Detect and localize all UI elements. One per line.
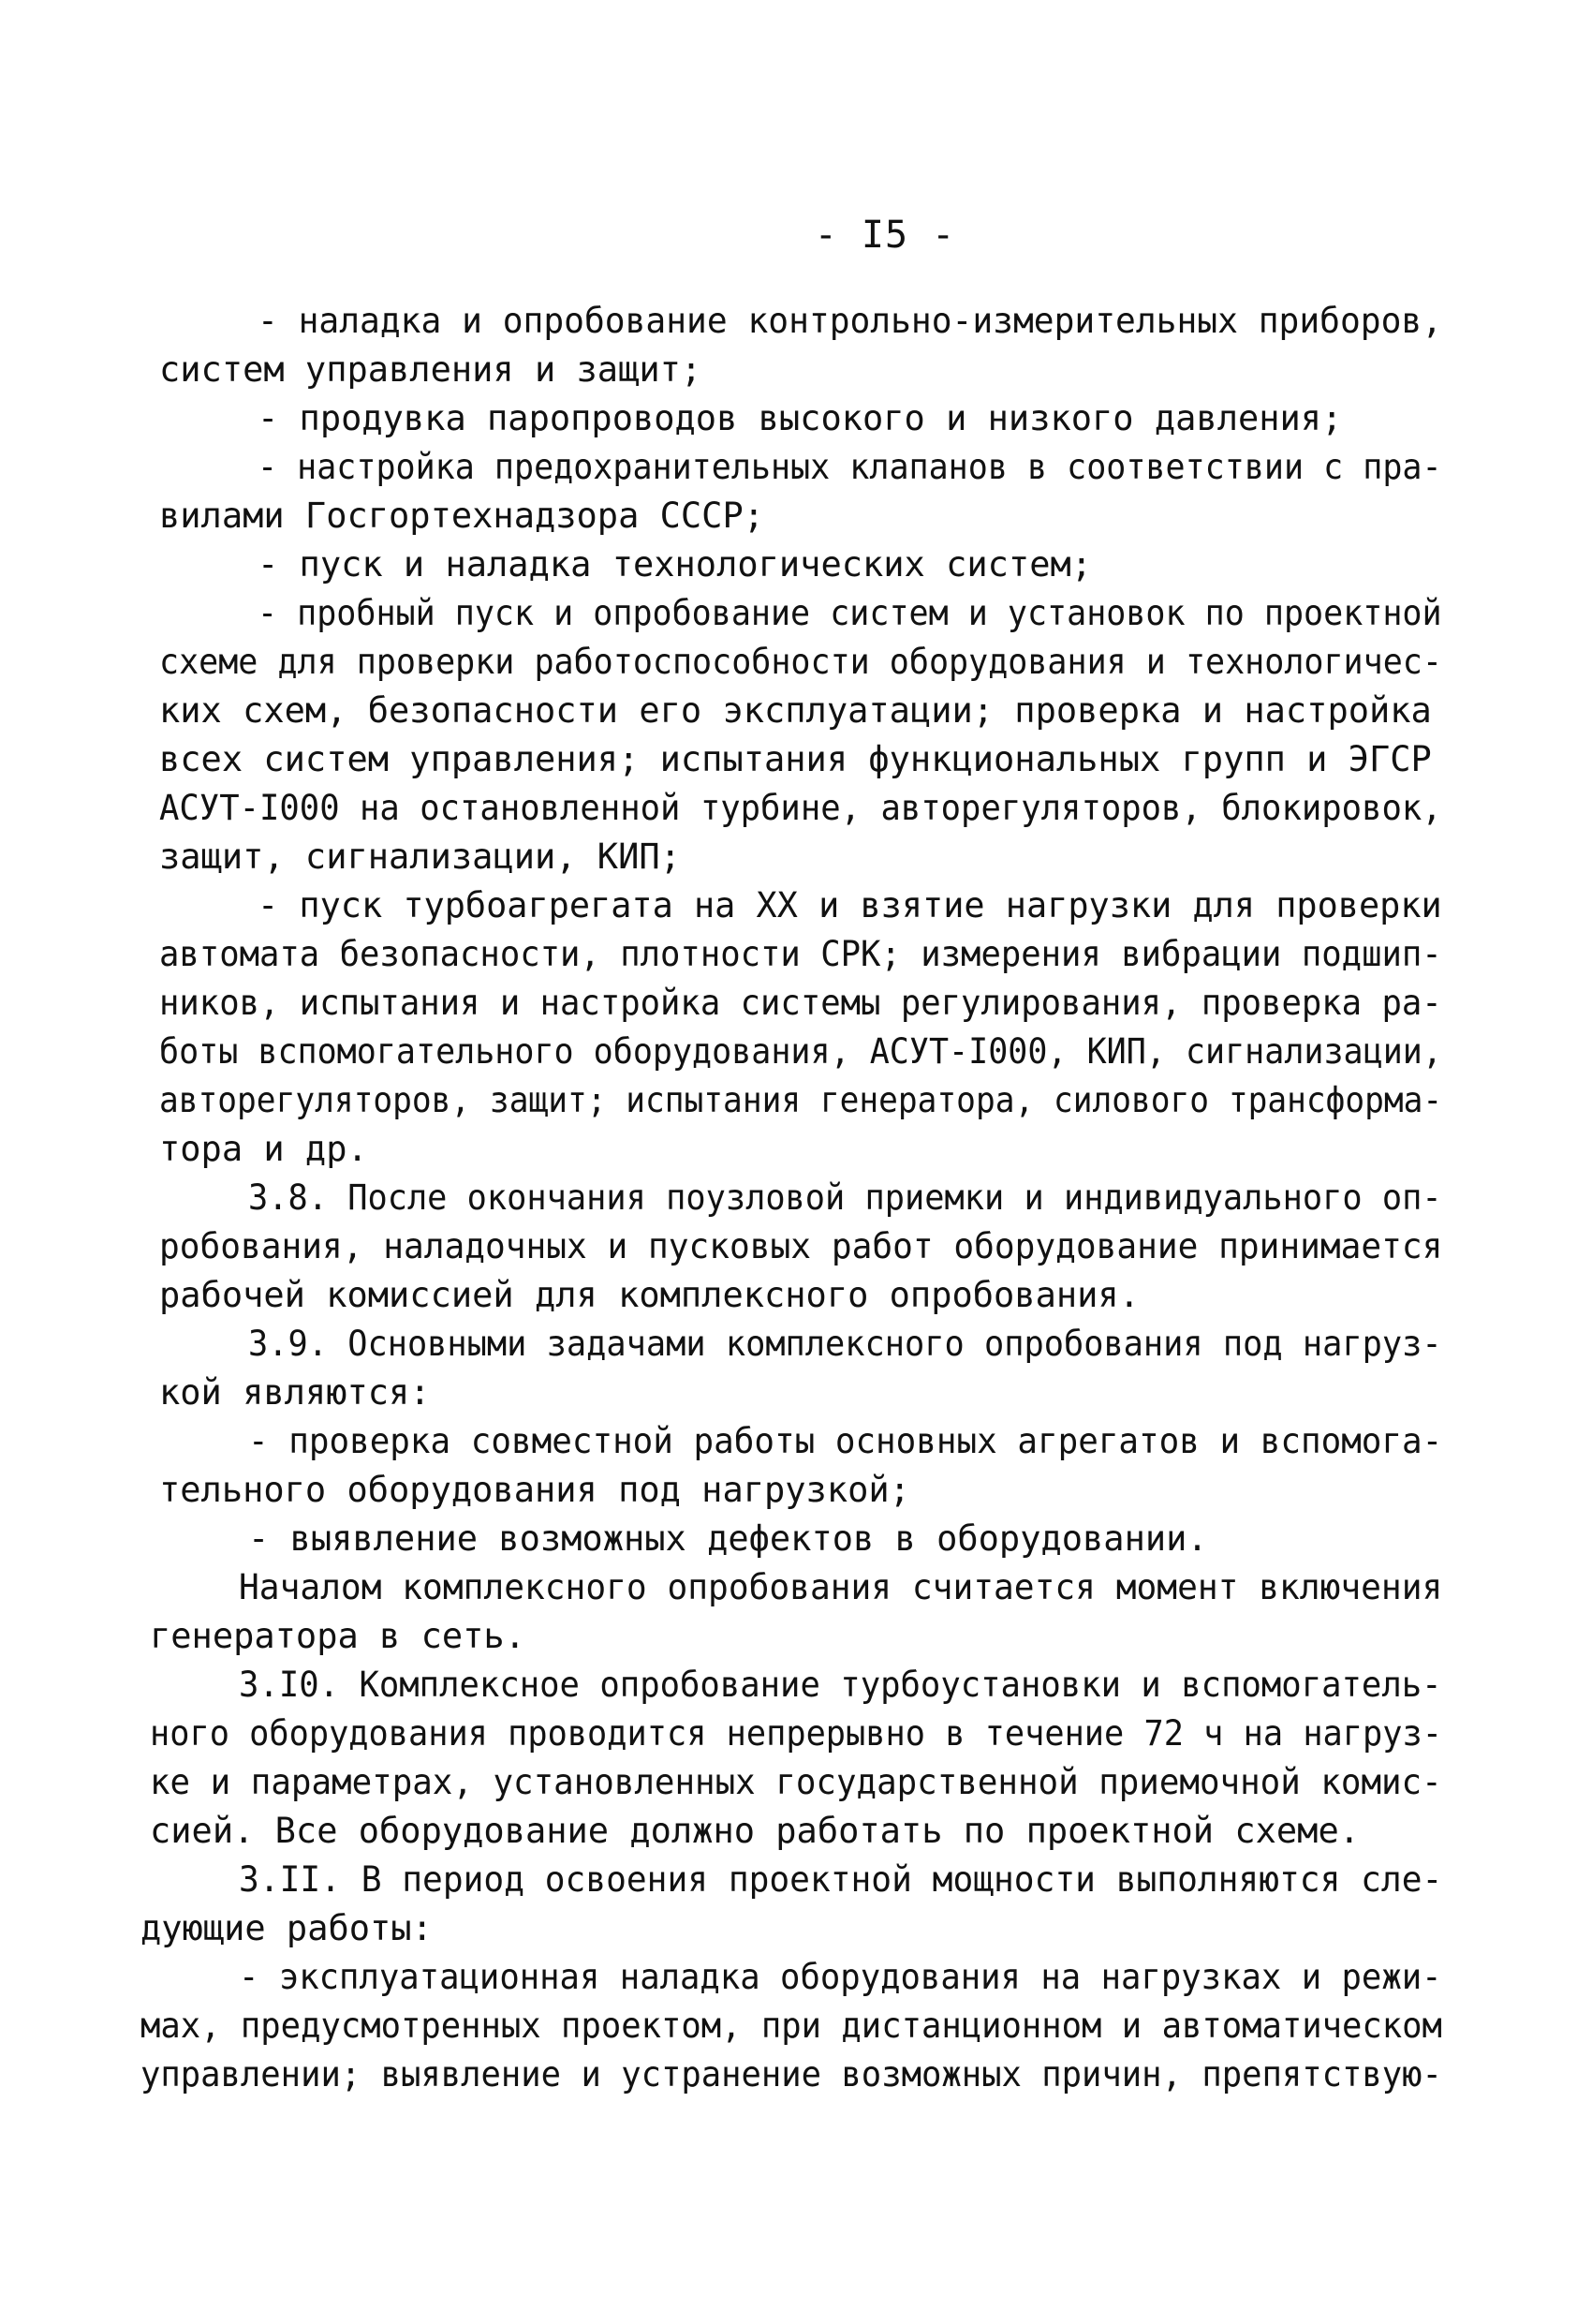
text-line: - проверка совместной работы основных агрегатов и вспомога- bbox=[248, 1421, 1443, 1461]
text-line: 3.I0. Комплексное опробование турбоустановки и вспомогатель- bbox=[239, 1665, 1442, 1705]
text-line: рабочей комиссией для комплексного опробования. bbox=[159, 1275, 1140, 1315]
text-line: систем управления и защит; bbox=[159, 349, 702, 390]
text-line: 3.8. После окончания поузловой приемки и индивидуального оп- bbox=[248, 1177, 1442, 1218]
text-line: - наладка и опробование контрольно-измерительных приборов, bbox=[258, 301, 1443, 341]
text-line: всех систем управления; испытания функциональных групп и ЭГСР bbox=[159, 739, 1432, 779]
page-number: - I5 - bbox=[814, 214, 956, 257]
text-line: тельного оборудования под нагрузкой; bbox=[159, 1470, 910, 1510]
text-line: управлении; выявление и устранение возможных причин, препятствую- bbox=[140, 2054, 1442, 2095]
text-line: дующие работы: bbox=[140, 1908, 433, 1948]
text-line: - эксплуатационная наладка оборудования на нагрузках и режи- bbox=[239, 1957, 1442, 1997]
text-line: мах, предусмотренных проектом, при дистанционном и автоматическом bbox=[140, 2006, 1442, 2046]
text-line: робования, наладочных и пусковых работ оборудование принимается bbox=[159, 1226, 1443, 1266]
text-line: - продувка паропроводов высокого и низкого давления; bbox=[258, 398, 1343, 438]
text-line: Началом комплексного опробования считается момент включения bbox=[239, 1567, 1443, 1607]
text-line: боты вспомогательного оборудования, АСУТ-I000, КИП, сигнализации, bbox=[159, 1031, 1442, 1072]
text-line: ких схем, безопасности его эксплуатации; проверка и настройка bbox=[159, 690, 1432, 731]
text-line: АСУТ-I000 на остановленной турбине, авторегуляторов, блокировок, bbox=[159, 788, 1442, 828]
text-line: - пуск турбоагрегата на XX и взятие нагрузки для проверки bbox=[258, 885, 1442, 925]
text-line: авторегуляторов, защит; испытания генератора, силового трансформа- bbox=[159, 1080, 1443, 1120]
text-line: - пуск и наладка технологических систем; bbox=[258, 544, 1093, 585]
text-line: тора и др. bbox=[159, 1129, 368, 1169]
text-line: сией. Все оборудование должно работать по проектной схеме. bbox=[150, 1811, 1361, 1851]
text-line: - пробный пуск и опробование систем и установок по проектной bbox=[258, 593, 1442, 633]
text-line: генератора в сеть. bbox=[150, 1616, 525, 1656]
text-line: 3.9. Основными задачами комплексного опробования под нагруз- bbox=[248, 1324, 1442, 1364]
text-line: защит, сигнализации, КИП; bbox=[159, 836, 681, 877]
text-line: ников, испытания и настройка системы регулирования, проверка ра- bbox=[159, 983, 1442, 1023]
text-line: ке и параметрах, установленных государственной приемочной комис- bbox=[150, 1762, 1442, 1802]
text-line: автомата безопасности, плотности СРК; измерения вибрации подшип- bbox=[159, 934, 1442, 974]
text-line: схеме для проверки работоспособности оборудования и технологичес- bbox=[159, 642, 1442, 682]
text-line: - выявление возможных дефектов в оборудовании. bbox=[248, 1518, 1208, 1559]
text-line: вилами Госгортехнадзора СССР; bbox=[159, 496, 765, 536]
text-line: ного оборудования проводится непрерывно в течение 72 ч на нагруз- bbox=[150, 1713, 1442, 1754]
text-line: 3.II. В период освоения проектной мощности выполняются сле- bbox=[239, 1859, 1443, 1900]
text-line: - настройка предохранительных клапанов в соответствии с пра- bbox=[258, 447, 1442, 487]
text-line: кой являются: bbox=[159, 1372, 431, 1413]
